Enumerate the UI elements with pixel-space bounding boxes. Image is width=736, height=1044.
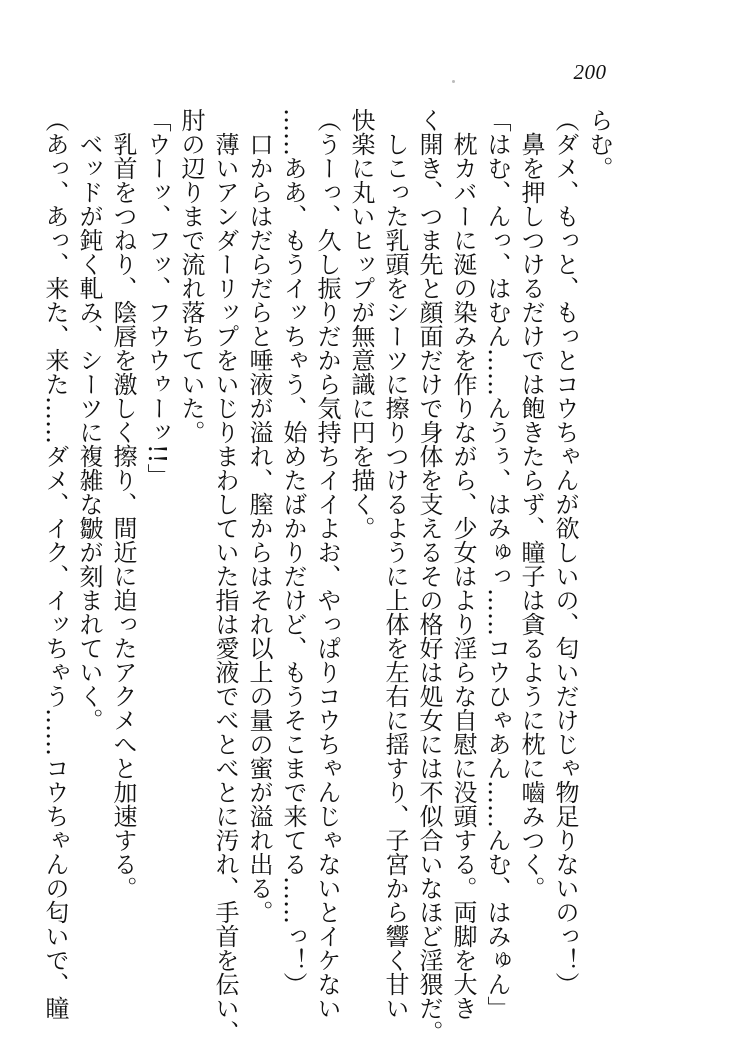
text-line: ……ああ、もうイッちゃう、始めたばかりだけど、もうそこまで来てる……っ！） — [279, 108, 307, 996]
text-line: 「ウーッ、フッ、フウウゥーッ!!」 — [143, 108, 171, 488]
text-line: 乳首をつねり、陰唇を激しく擦り、間近に迫ったアクメへと加速する。 — [109, 132, 137, 900]
text-line: 肘の辺りまで流れ落ちていた。 — [177, 108, 205, 444]
text-line: 快楽に丸いヒップが無意識に円を描く。 — [347, 108, 375, 540]
text-line: （うーっ、久し振りだから気持ちイイよお、やっぱりコウちゃんじゃないとイケない — [313, 108, 341, 1020]
text-line: 鼻を押しつけるだけでは飽きたらず、瞳子は貪るように枕に嚙みつく。 — [517, 132, 545, 900]
text-line: （ダメ、もっと、もっとコウちゃんが欲しいの、匂いだけじゃ物足りないのっ！） — [551, 108, 579, 996]
scan-speck — [452, 80, 455, 83]
text-line: 薄いアンダーリップをいじりまわしていた指は愛液でべとべとに汚れ、手首を伝い、 — [211, 132, 239, 1044]
text-line: 口からはだらだらと唾液が溢れ、膣からはそれ以上の量の蜜が溢れ出る。 — [245, 132, 273, 924]
text-line: く開き、つま先と顔面だけで身体を支えるその格好は処女には不似合いなほど淫猥だ。 — [415, 108, 443, 1044]
text-line: しこった乳頭をシーツに擦りつけるように上体を左右に揺すり、子宮から響く甘い — [381, 132, 409, 1020]
text-line: （あっ、あっ、来た、来た……ダメ、イク、イッちゃう……コウちゃんの匂いで、瞳 — [41, 108, 69, 1020]
text-line: 枕カバーに涎の染みを作りながら、少女はより淫らな自慰に没頭する。両脚を大き — [449, 132, 477, 1020]
novel-text-column — [41, 108, 616, 1044]
text-line: ベッドが鈍く軋み、シーツに複雑な皺が刻まれていく。 — [75, 132, 103, 732]
page-number: 200 — [573, 60, 607, 84]
text-line: 「はむ、んっ、はむん……んうぅ、はみゅっ……コウひゃあん……んむ、はみゅん」 — [483, 108, 511, 1020]
text-line: らむ。 — [585, 108, 613, 180]
